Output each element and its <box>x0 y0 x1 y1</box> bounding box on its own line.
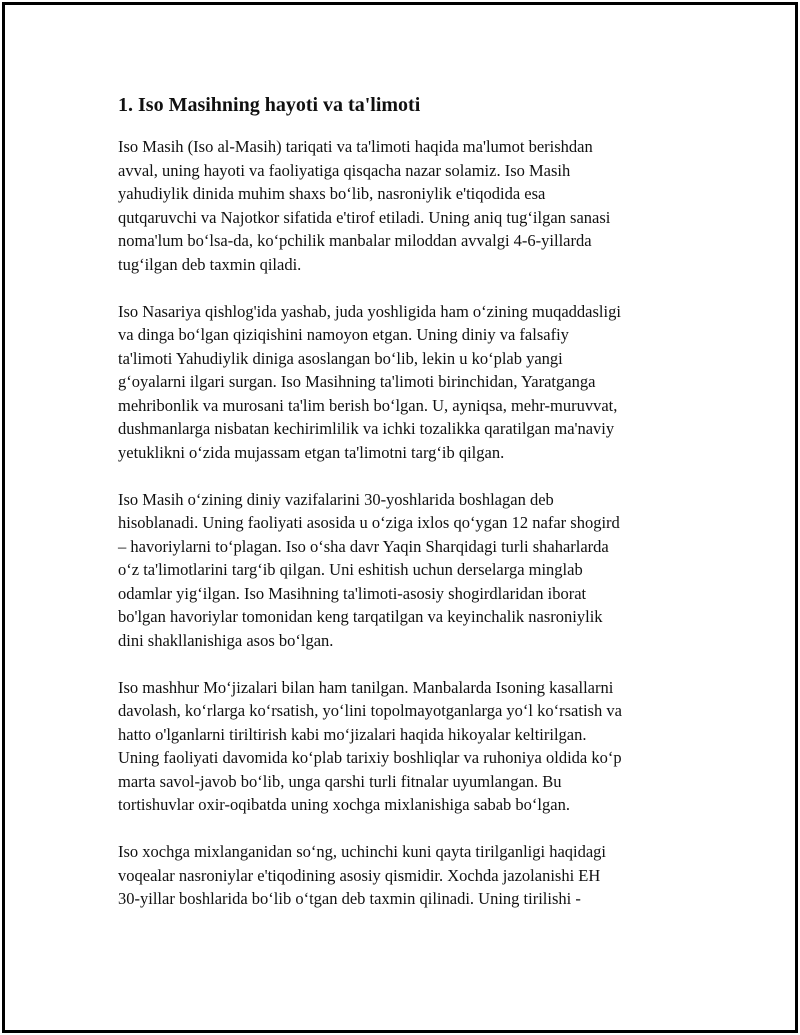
paragraph-4 <box>118 676 693 817</box>
text-line: dini shakllanishiga asos bo‘lgan. <box>118 630 334 650</box>
text-line: voqealar nasroniylar e'tiqodining asosiy qismidir. Xochda jazolanishi EH <box>118 865 601 885</box>
text-line: g‘oyalarni ilgari surgan. Iso Masihning ta'limoti birinchidan, Yaratganga <box>118 372 596 391</box>
text-line: avval, uning hayoti va faoliyatiga qisqacha nazar solamiz. Iso Masih <box>118 160 571 180</box>
text-line: marta savol-javob bo‘lib, unga qarshi turli fitnalar uyumlangan. Bu <box>118 771 562 791</box>
text-line: yahudiylik dinida muhim shaxs bo‘lib, nasroniylik e'tiqodida esa <box>118 184 546 203</box>
text-line: bo'lgan havoriylar tomonidan keng tarqatilgan va keyinchalik nasroniylik <box>118 607 603 626</box>
text-line: tortishuvlar oxir-oqibatda uning xochga mixlanishiga sabab bo‘lgan. <box>118 795 570 814</box>
paragraph-1 <box>118 135 693 276</box>
text-line: davolash, ko‘rlarga ko‘rsatish, yo‘lini topolmayotganlarga yo‘l ko‘rsatish va <box>118 701 622 720</box>
text-line: mehribonlik va murosani ta'lim berish bo‘lgan. U, ayniqsa, mehr-muruvvat, <box>118 395 618 415</box>
text-line: Uning faoliyati davomida ko‘plab tarixiy boshliqlar va ruhoniya oldida ko‘p <box>118 748 622 767</box>
text-line: 30-yillar boshlarida bo‘lib o‘tgan deb taxmin qilinadi. Uning tirilishi - <box>118 889 581 908</box>
paragraph-2 <box>118 300 693 465</box>
section-heading: 1. Iso Masihning hayoti va ta'limoti <box>118 94 421 116</box>
text-line: hisoblanadi. Uning faoliyati asosida u o‘ziga ixlos qo‘ygan 12 nafar shogird <box>118 513 620 532</box>
text-line: noma'lum bo‘lsa-da, ko‘pchilik manbalar miloddan avvalgi 4-6-yillarda <box>118 231 592 250</box>
text-line: o‘z ta'limotlarini targ‘ib qilgan. Uni eshitish uchun derselarga minglab <box>118 560 583 579</box>
text-line: Iso mashhur Mo‘jizalari bilan ham tanilgan. Manbalarda Isoning kasallarni <box>118 677 614 697</box>
text-line: Iso Masih o‘zining diniy vazifalarini 30-yoshlarida boshlagan deb <box>118 489 554 509</box>
text-line: – havoriylarni to‘plagan. Iso o‘sha davr Yaqin Sharqidagi turli shaharlarda <box>118 536 609 556</box>
paragraph-3 <box>118 488 693 653</box>
text-line: ta'limoti Yahudiylik diniga asoslangan bo‘lib, lekin u ko‘plab yangi <box>118 348 563 368</box>
text-line: va dinga bo‘lgan qiziqishini namoyon etgan. Uning diniy va falsafiy <box>118 325 569 344</box>
text-line: tug‘ilgan deb taxmin qiladi. <box>118 254 302 274</box>
text-line: odamlar yig‘ilgan. Iso Masihning ta'limoti-asosiy shogirdlaridan iborat <box>118 583 587 603</box>
text-line: Iso xochga mixlanganidan so‘ng, uchinchi kuni qayta tirilganligi haqidagi <box>118 842 607 861</box>
text-line: yetuklikni o‘zida mujassam etgan ta'limotni targ‘ib qilgan. <box>118 442 505 462</box>
paragraph-5 <box>118 840 693 911</box>
document-body <box>118 91 693 934</box>
text-line: qutqaruvchi va Najotkor sifatida e'tirof etiladi. Uning aniq tug‘ilgan sanasi <box>118 207 611 227</box>
text-line: Iso Masih (Iso al-Masih) tariqati va ta'limoti haqida ma'lumot berishdan <box>118 137 593 156</box>
text-line: dushmanlarga nisbatan kechirimlilik va ichki tozalikka qaratilgan ma'naviy <box>118 419 615 438</box>
text-line: hatto o'lganlarni tiriltirish kabi mo‘jizalari haqida hikoyalar keltirilgan. <box>118 724 587 744</box>
text-line: Iso Nasariya qishlog'ida yashab, juda yoshligida ham o‘zining muqaddasligi <box>118 301 621 321</box>
